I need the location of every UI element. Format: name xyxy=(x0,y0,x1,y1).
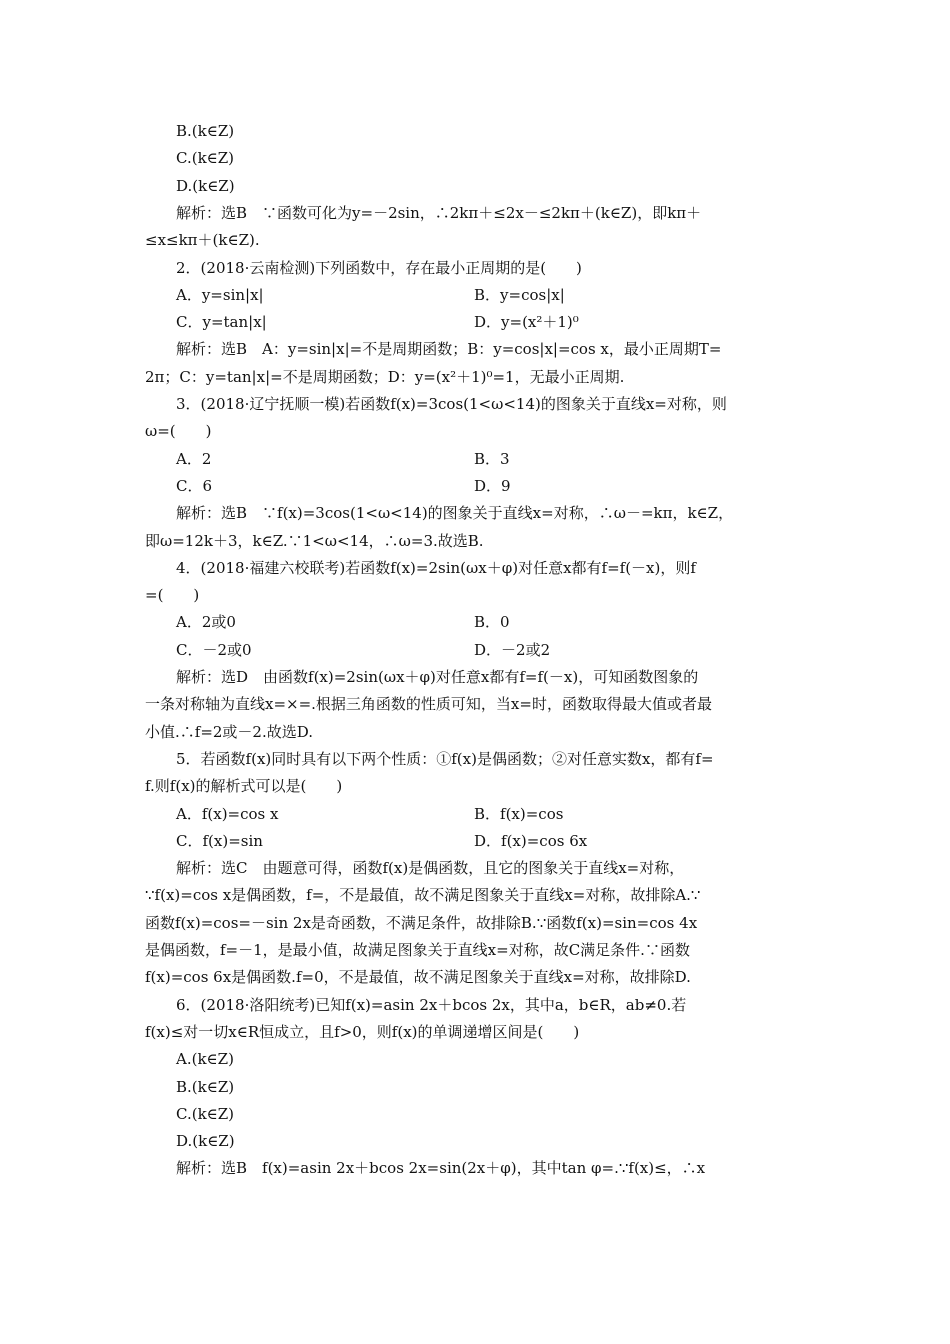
text-line: D.(k∈Z) xyxy=(176,177,235,195)
text-line: C．－2或0 xyxy=(176,641,252,659)
option-right: D．－2或2 xyxy=(474,641,551,659)
text-line: 解析：选B A：y=sin|x|=不是周期函数；B：y=cos|x|=cos x，最小正周期T= xyxy=(176,340,722,358)
text-line: C.(k∈Z) xyxy=(176,149,235,167)
option-right: D．f(x)=cos 6x xyxy=(474,832,588,850)
option-right: B．f(x)=cos xyxy=(474,805,564,823)
text-line: 解析：选D 由函数f(x)=2sin(ωx＋φ)对任意x都有f=f(－x)，可知函数图象的 xyxy=(176,668,699,686)
option-right: D．9 xyxy=(474,477,511,495)
text-line: f(x)≤对一切x∈R恒成立，且f>0，则f(x)的单调递增区间是( ) xyxy=(145,1023,580,1041)
text-line: C．y=tan|x| xyxy=(176,313,267,331)
text-line: A．2 xyxy=(176,450,212,468)
text-line: ≤x≤kπ＋(k∈Z). xyxy=(145,231,260,249)
text-line: 解析：选B ∵f(x)=3cos(1<ω<14)的图象关于直线x=对称，∴ω－=kπ，k∈Z， xyxy=(176,504,734,522)
text-line: 3．(2018·辽宁抚顺一模)若函数f(x)=3cos(1<ω<14)的图象关于直线x=对称，则 xyxy=(176,395,727,413)
text-line: 5．若函数f(x)同时具有以下两个性质：①f(x)是偶函数；②对任意实数x，都有f= xyxy=(176,750,714,768)
text-line: C．6 xyxy=(176,477,213,495)
text-line: 解析：选C 由题意可得，函数f(x)是偶函数，且它的图象关于直线x=对称， xyxy=(176,859,685,877)
text-line: 6．(2018·洛阳统考)已知f(x)=asin 2x＋bcos 2x，其中a，b∈R，ab≠0.若 xyxy=(176,996,687,1014)
text-line: 解析：选B ∵函数可化为y=－2sin，∴2kπ＋≤2x－≤2kπ＋(k∈Z)，即kπ＋ xyxy=(176,204,702,222)
text-line: 小值.∴f=2或－2.故选D. xyxy=(145,723,314,741)
text-line: =( ) xyxy=(145,586,200,604)
text-line: 即ω=12k＋3，k∈Z.∵1<ω<14，∴ω=3.故选B. xyxy=(145,532,484,550)
text-line: C．f(x)=sin xyxy=(176,832,263,850)
text-line: f(x)=cos 6x是偶函数.f=0，不是最值，故不满足图象关于直线x=对称，故排除D. xyxy=(145,968,691,986)
text-line: 解析：选B f(x)=asin 2x＋bcos 2x=sin(2x＋φ)，其中tan φ=.∵f(x)≤，∴x xyxy=(176,1159,706,1177)
text-line: 函数f(x)=cos=－sin 2x是奇函数，不满足条件，故排除B.∵函数f(x)=sin=cos 4x xyxy=(145,914,698,932)
text-line: A．2或0 xyxy=(176,613,236,631)
option-right: B．3 xyxy=(474,450,510,468)
option-right: B．y=cos|x| xyxy=(474,286,565,304)
text-line: B.(k∈Z) xyxy=(176,1078,235,1096)
text-line: 2．(2018·云南检测)下列函数中，存在最小正周期的是( ) xyxy=(176,259,582,277)
option-right: D．y=(x²＋1)⁰ xyxy=(474,313,579,331)
option-right: B．0 xyxy=(474,613,510,631)
text-line: B.(k∈Z) xyxy=(176,122,235,140)
text-line: D.(k∈Z) xyxy=(176,1132,235,1150)
text-line: 4．(2018·福建六校联考)若函数f(x)=2sin(ωx＋φ)对任意x都有f=f(－x)，则f xyxy=(176,559,696,577)
text-line: A．f(x)=cos x xyxy=(176,805,279,823)
text-line: C.(k∈Z) xyxy=(176,1105,235,1123)
text-line: A．y=sin|x| xyxy=(176,286,264,304)
text-line: 2π；C：y=tan|x|=不是周期函数；D：y=(x²＋1)⁰=1，无最小正周期. xyxy=(145,368,625,386)
text-line: f.则f(x)的解析式可以是( ) xyxy=(145,777,343,795)
text-line: A.(k∈Z) xyxy=(176,1050,234,1068)
text-line: ω=( ) xyxy=(145,422,212,440)
text-line: 一条对称轴为直线x=×=.根据三角函数的性质可知，当x=时，函数取得最大值或者最 xyxy=(145,695,712,713)
text-line: ∵f(x)=cos x是偶函数，f=，不是最值，故不满足图象关于直线x=对称，故排除A.∵ xyxy=(145,886,701,904)
text-line: 是偶函数，f=－1，是最小值，故满足图象关于直线x=对称，故C满足条件.∵函数 xyxy=(145,941,690,959)
